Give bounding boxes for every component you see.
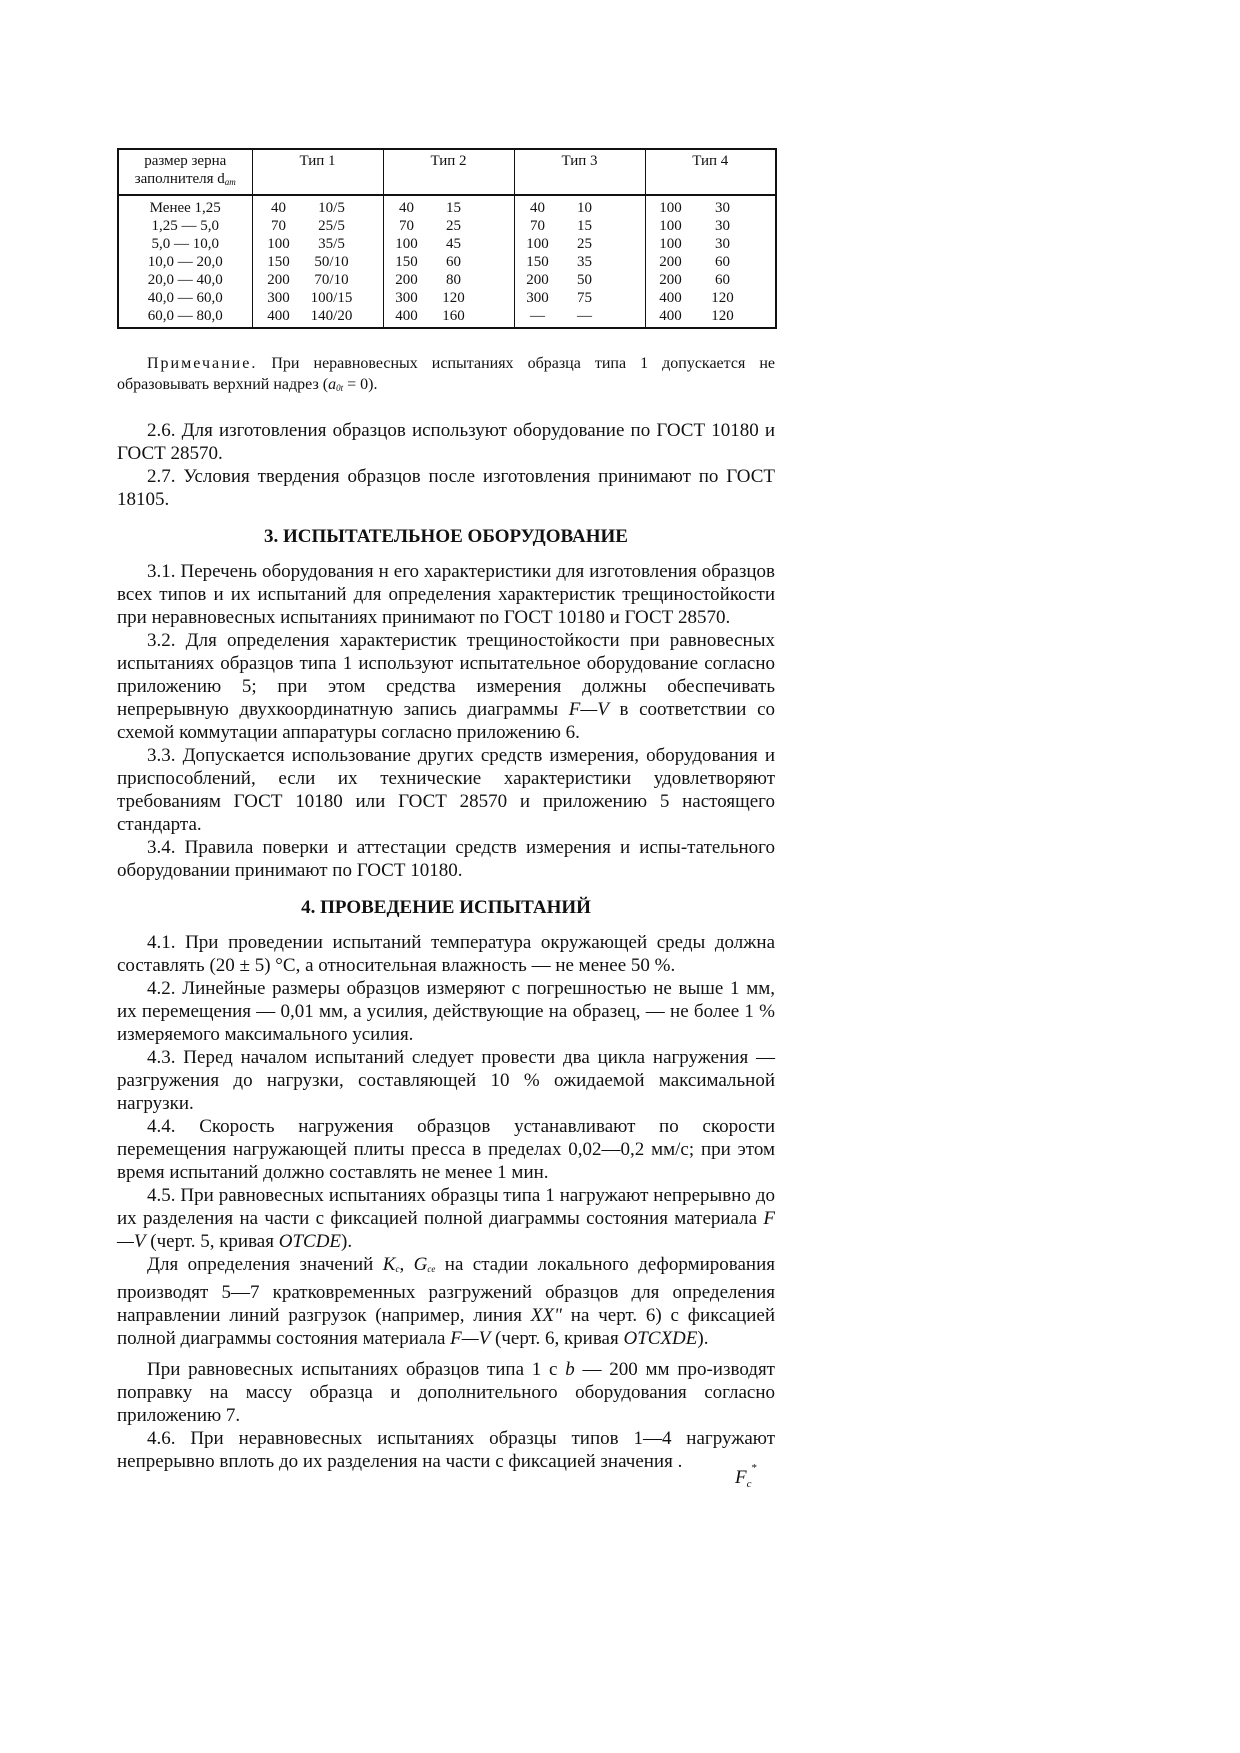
type3-value-a: 200 bbox=[526, 272, 549, 288]
type2-value-b: 25 bbox=[446, 218, 461, 234]
type2-value-b: 15 bbox=[446, 200, 461, 216]
table-header-row bbox=[118, 149, 776, 195]
type1-value-b: 35/5 bbox=[318, 236, 345, 252]
grain-range-cell: 5,0 — 10,0 bbox=[151, 236, 219, 252]
paragraph-3-1: 3.1. Перечень оборудования н его характеристики для изготовления образцов всех типов и их испытаний для определения характеристик трещиностойкости при неравновесных испытаниях принимают по ГОСТ 10180 и ГОСТ 28570. bbox=[117, 561, 775, 628]
type1-value-a: 40 bbox=[271, 200, 286, 216]
paragraph-4-5-unloading: Для определения значений $K_c$, $G_{ce}$ на стадии локального деформирования производят 5—7 кратковременных разгружений образцов для определения направлении линий разгрузок (например, линия XX" на черт. 6) с фиксацией полной диаграммы состояния материала F—V (черт. 6, кривая OTCXDE). bbox=[117, 1254, 776, 1349]
type3-value-a: 40 bbox=[530, 200, 545, 216]
type1-cell bbox=[252, 289, 383, 307]
type3-value-b: 75 bbox=[577, 290, 592, 306]
table-body bbox=[118, 195, 776, 328]
type2-value-a: 400 bbox=[395, 308, 418, 324]
type1-value-b: 140/20 bbox=[310, 308, 353, 324]
type4-value-b: 30 bbox=[715, 236, 730, 252]
type2-value-a: 150 bbox=[395, 254, 418, 270]
type4-value-a: 200 bbox=[659, 272, 682, 288]
type2-cell bbox=[383, 235, 514, 253]
type3-value-a: 300 bbox=[526, 290, 549, 306]
type3-cell bbox=[514, 271, 645, 289]
table-row bbox=[118, 217, 776, 235]
type4-value-b: 30 bbox=[715, 200, 730, 216]
type3-value-a: 70 bbox=[530, 218, 545, 234]
type3-value-b: 15 bbox=[577, 218, 592, 234]
type3-value-b: — bbox=[577, 308, 592, 324]
type1-cell bbox=[252, 253, 383, 271]
paragraph-4-4: 4.4. Скорость нагружения образцов устанавливают по скорости перемещения нагружающей плиты пресса в пределах 0,02—0,2 мм/с; при этом время испытаний должно составлять не менее 1 мин. bbox=[117, 1116, 775, 1183]
paragraph-4-6: 4.6. При неравновесных испытаниях образцы типов 1—4 нагружают непрерывно вплоть до их разделения на части с фиксацией значения . bbox=[117, 1428, 775, 1472]
paragraph-3-3: 3.3. Допускается использование других средств измерения, оборудования и приспособлений, если их технические характеристики удовлетворяют требованиям ГОСТ 10180 или ГОСТ 28570 и приложению 5 настоящего стандарта. bbox=[117, 745, 775, 835]
header-type1: Тип 1 bbox=[252, 149, 383, 195]
paragraph-2-7: 2.7. Условия твердения образцов после изготовления принимают по ГОСТ 18105. bbox=[117, 466, 775, 510]
type4-value-b: 60 bbox=[715, 254, 730, 270]
type4-cell bbox=[645, 307, 776, 328]
type2-cell bbox=[383, 289, 514, 307]
paragraph-3-2: 3.2. Для определения характеристик трещиностойкости при равновесных испытаниях образцов типа 1 используют испытательное оборудование согласно приложению 5; при этом средства измерения должны обеспечивать непрерывную двухкоординатную запись диаграммы F—V в соответствии со схемой коммутации аппаратуры согласно приложению 6. bbox=[117, 630, 775, 743]
type1-value-a: 300 bbox=[267, 290, 290, 306]
type2-cell bbox=[383, 271, 514, 289]
type3-cell bbox=[514, 235, 645, 253]
type2-value-a: 300 bbox=[395, 290, 418, 306]
type3-value-a: 150 bbox=[526, 254, 549, 270]
paragraph-4-3: 4.3. Перед началом испытаний следует провести два цикла нагружения — разгружения до нагрузки, составляющей 10 % ожидаемой максимальной нагрузки. bbox=[117, 1047, 775, 1114]
type4-value-a: 400 bbox=[659, 308, 682, 324]
type1-cell bbox=[252, 271, 383, 289]
type3-cell bbox=[514, 217, 645, 235]
type4-cell bbox=[645, 235, 776, 253]
type1-value-a: 100 bbox=[267, 236, 290, 252]
type4-value-a: 100 bbox=[659, 200, 682, 216]
type2-value-b: 60 bbox=[446, 254, 461, 270]
type4-value-a: 100 bbox=[659, 236, 682, 252]
type2-value-b: 120 bbox=[442, 290, 465, 306]
grain-range-cell: 20,0 — 40,0 bbox=[147, 272, 223, 288]
type1-value-b: 50/10 bbox=[314, 254, 349, 270]
type3-value-a: — bbox=[530, 308, 545, 324]
type3-cell bbox=[514, 253, 645, 271]
type3-cell bbox=[514, 195, 645, 217]
header-grain-size: размер зерна заполнителя $d_{am}$ bbox=[118, 149, 252, 195]
paragraph-4-5: 4.5. При равновесных испытаниях образцы типа 1 нагружают непрерывно до их разделения на части с фиксацией полной диаграммы состояния материала F—V (черт. 5, кривая OTCDE). bbox=[117, 1185, 775, 1252]
type2-value-b: 45 bbox=[446, 236, 461, 252]
paragraph-4-2: 4.2. Линейные размеры образцов измеряют с погрешностью не выше 1 мм, их перемещения — 0,01 мм, а усилия, действующие на образец, — не более 1 % измеряемого максимального усилия. bbox=[117, 978, 775, 1045]
type1-value-a: 400 bbox=[267, 308, 290, 324]
section-4-title: 4. ПРОВЕДЕНИЕ ИСПЫТАНИЙ bbox=[301, 897, 591, 918]
type4-value-b: 120 bbox=[711, 290, 734, 306]
type1-value-b: 10/5 bbox=[318, 200, 345, 216]
table-row bbox=[118, 195, 776, 217]
type1-cell bbox=[252, 235, 383, 253]
type1-cell bbox=[252, 195, 383, 217]
type4-value-b: 120 bbox=[711, 308, 734, 324]
type2-value-a: 100 bbox=[395, 236, 418, 252]
table-row bbox=[118, 289, 776, 307]
grain-range-cell: 1,25 — 5,0 bbox=[151, 218, 219, 234]
type2-value-a: 200 bbox=[395, 272, 418, 288]
type4-value-a: 400 bbox=[659, 290, 682, 306]
table-row bbox=[118, 235, 776, 253]
type1-value-b: 70/10 bbox=[314, 272, 349, 288]
type1-value-a: 200 bbox=[267, 272, 290, 288]
type3-value-b: 35 bbox=[577, 254, 592, 270]
type1-cell bbox=[252, 217, 383, 235]
type4-cell bbox=[645, 253, 776, 271]
type2-cell bbox=[383, 307, 514, 328]
grain-range-cell: Менее 1,25 bbox=[149, 200, 221, 216]
type4-value-a: 200 bbox=[659, 254, 682, 270]
grain-range-cell: 10,0 — 20,0 bbox=[147, 254, 223, 270]
type1-value-a: 70 bbox=[271, 218, 286, 234]
type4-value-b: 30 bbox=[715, 218, 730, 234]
type4-value-a: 100 bbox=[659, 218, 682, 234]
type3-cell bbox=[514, 307, 645, 328]
type1-value-b: 100/15 bbox=[310, 290, 353, 306]
document-page bbox=[117, 148, 775, 1507]
table-row bbox=[118, 307, 776, 328]
type4-cell bbox=[645, 271, 776, 289]
type1-value-b: 25/5 bbox=[318, 218, 345, 234]
type4-cell bbox=[645, 195, 776, 217]
type4-cell bbox=[645, 217, 776, 235]
header-type4: Тип 4 bbox=[645, 149, 776, 195]
table-note: Примечание. При неравновесных испытаниях образца типа 1 допускается не образовывать верхний надрез $(a_{0t} = 0)$. bbox=[117, 355, 775, 393]
type4-value-b: 60 bbox=[715, 272, 730, 288]
type3-value-b: 25 bbox=[577, 236, 592, 252]
type2-value-a: 70 bbox=[399, 218, 414, 234]
type2-cell bbox=[383, 195, 514, 217]
type3-cell bbox=[514, 289, 645, 307]
type1-value-a: 150 bbox=[267, 254, 290, 270]
grain-size-table bbox=[117, 148, 777, 329]
fc-star-formula: $F_c^*$ bbox=[735, 1462, 757, 1490]
table-row bbox=[118, 271, 776, 289]
type2-cell bbox=[383, 253, 514, 271]
type3-value-b: 50 bbox=[577, 272, 592, 288]
type2-value-b: 80 bbox=[446, 272, 461, 288]
paragraph-4-1: 4.1. При проведении испытаний температура окружающей среды должна составлять (20 ± 5) °С, а относительная влажность — не менее 50 %. bbox=[117, 932, 775, 976]
type3-value-b: 10 bbox=[577, 200, 592, 216]
type2-value-b: 160 bbox=[442, 308, 465, 324]
paragraph-3-4: 3.4. Правила поверки и аттестации средств измерения и испы-тательного оборудовании принимают по ГОСТ 10180. bbox=[117, 837, 775, 881]
type2-cell bbox=[383, 217, 514, 235]
table-row bbox=[118, 253, 776, 271]
section-3-title: 3. ИСПЫТАТЕЛЬНОЕ ОБОРУДОВАНИЕ bbox=[264, 526, 628, 547]
type3-value-a: 100 bbox=[526, 236, 549, 252]
grain-range-cell: 60,0 — 80,0 bbox=[147, 308, 223, 324]
paragraph-4-5-correction: При равновесных испытаниях образцов типа 1 с b — 200 мм про-изводят поправку на массу образца и дополнительного оборудования согласно приложению 7. bbox=[117, 1359, 775, 1426]
paragraph-2-6: 2.6. Для изготовления образцов используют оборудование по ГОСТ 10180 и ГОСТ 28570. bbox=[117, 420, 775, 464]
header-type2: Тип 2 bbox=[383, 149, 514, 195]
header-type3: Тип 3 bbox=[514, 149, 645, 195]
type4-cell bbox=[645, 289, 776, 307]
type1-cell bbox=[252, 307, 383, 328]
grain-range-cell: 40,0 — 60,0 bbox=[147, 290, 223, 306]
type2-value-a: 40 bbox=[399, 200, 414, 216]
